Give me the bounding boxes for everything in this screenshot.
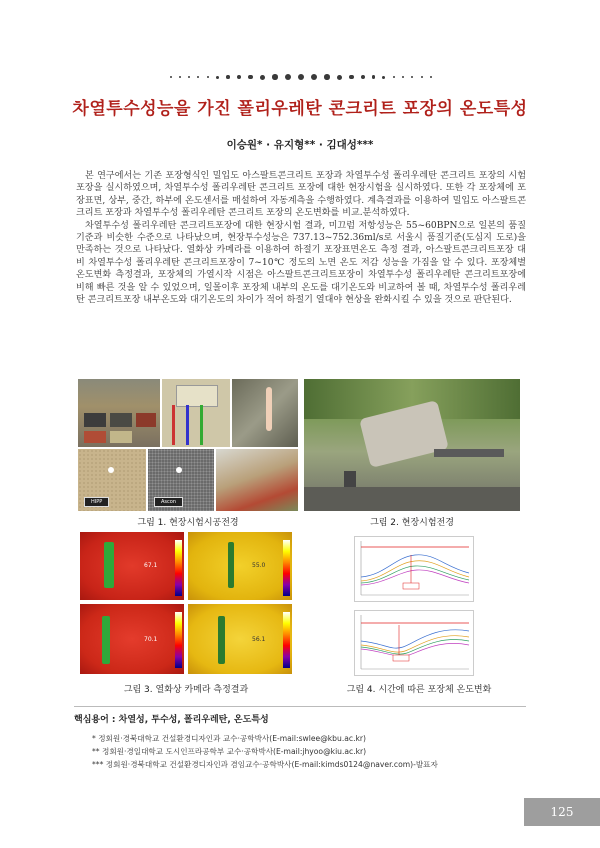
fig3-caption: 그림 3. 열화상 카메라 측정결과 [123, 685, 249, 695]
fig1-label-ascon: Ascon [154, 497, 183, 507]
separator-line [74, 706, 526, 707]
thermal-image-3 [80, 604, 184, 674]
decorative-dot [421, 76, 423, 78]
decorative-dot [411, 76, 413, 78]
decorative-dot [298, 74, 304, 80]
fig1-photo-core-sample [232, 379, 298, 447]
thermal-value-2: 55.0 [252, 562, 266, 569]
author-list: 이승원* · 유지형** · 김대성*** [226, 139, 374, 151]
decorative-dot [311, 74, 317, 80]
abstract-paragraph-1: 본 연구에서는 기존 포장형식인 밀입도 아스팔트콘크리트 포장과 차열투수성 폴리우레탄 콘크리트 포장의 시험포장을 실시하였으며, 차열투수성 폴리우레탄 콘크리트 포장에 대한 현장시험을 실시하였다. 또한 각 포장체에 포장표면, 상부, 중간, 하부에 온도센서를 매설하여 자동계측을 수행하였다. 계측결과를 이용하여 밀입도 아스팔트콘크리트 포장과 차열투수성 폴리우레탄 콘크리트 포장의 온도변화를 비교.분석하였다. [76, 171, 526, 219]
fig1-photo-hipp-surface [78, 449, 146, 511]
decorative-dot [285, 74, 291, 80]
decorative-dot [197, 76, 199, 78]
temperature-graph-2 [354, 610, 474, 676]
decorative-dot [337, 75, 342, 80]
decorative-dot [393, 76, 396, 79]
thermal-image-2 [188, 532, 292, 600]
decorative-dot [272, 74, 278, 80]
decorative-dot [170, 76, 172, 78]
decorative-dot [372, 75, 376, 79]
footnote-1: * 정회원·경북대학교 건설환경디자인과 교수·공학박사(E-mail:swlee@kbu.ac.kr) [92, 734, 366, 743]
decorative-dot [226, 75, 230, 79]
decorative-dot [382, 76, 385, 79]
temperature-graph-1 [354, 536, 474, 602]
decorative-dot [248, 75, 253, 80]
decorative-dot [260, 75, 265, 80]
fig2-caption: 그림 2. 현장시험전경 [370, 518, 454, 528]
page-number: 125 [524, 798, 600, 826]
abstract-paragraph-2: 차열투수성 폴리우레탄 콘크리트포장에 대한 현장시험 결과, 미끄럼 저항성능은 55~60BPN으로 일본의 품질기준과 비슷한 수준으로 나타났으며, 현장투수성능은 737.13~752.36ml/s로 서울시 품질기준(도심지 도로)을 만족하는 것으로 나타났다. 열화상 카메라를 이용하여 하절기 포장표면온도 측정 결과, 아스팔트콘크리트포장 대비 차열투수성 폴리우레탄 콘크리트포장이 7~10℃ 정도의 노면 온도 저감 성능을 가짐을 알 수 있다. 포장체별 온도변화 측정결과, 포장체의 가열시작 시점은 아스팔트콘크리트포장이 차열투수성 폴리우레탄 콘크리트포장에 비해 빠른 것을 알 수 있었으며, 일몰이후 포장체 내부의 온도를 대기온도와 비교하여 볼 때, 차열투수성 폴리우레탄 콘크리트포장 내부온도와 대기온도의 차이가 적어 하절기 열대야 현상을 완화시킬 수 있을 것으로 판단된다. [76, 220, 526, 306]
fig1-photo-sensors [162, 379, 230, 447]
decorative-dot [361, 75, 365, 79]
decorative-dot [324, 74, 330, 80]
fig1-label-hipp: HIPP [84, 497, 109, 507]
fig1-caption: 그림 1. 현장시험시공전경 [137, 518, 239, 528]
paper-title: 차열투수성능을 가진 폴리우레탄 콘크리트 포장의 온도특성 [72, 99, 528, 119]
figure-2-photo [304, 379, 520, 511]
decorative-dot [207, 76, 210, 79]
abstract [76, 170, 526, 306]
decorative-dot-row [170, 72, 432, 82]
decorative-dot [349, 75, 354, 80]
decorative-dot [430, 76, 432, 78]
thermal-value-3: 70.1 [144, 636, 158, 643]
decorative-dot [237, 75, 241, 79]
decorative-dot [402, 76, 404, 78]
thermal-value-1: 67.1 [144, 562, 158, 569]
fig1-photo-blocks [78, 379, 160, 447]
fig1-photo-ascon-surface [148, 449, 214, 511]
footnote-3: *** 정회원·경북대학교 건설환경디자인과 겸임교수·공학박사(E-mail:kimds0124@naver.com)-발표자 [92, 760, 438, 769]
thermal-value-4: 56.1 [252, 636, 266, 643]
fig1-photo-site-overview [216, 449, 298, 511]
thermal-image-4 [188, 604, 292, 674]
thermal-image-1 [80, 532, 184, 600]
keywords: 핵심용어 : 차열성, 투수성, 폴리우레탄, 온도특성 [74, 715, 269, 725]
decorative-dot [216, 76, 219, 79]
decorative-dot [179, 76, 181, 78]
fig4-caption: 그림 4. 시간에 따른 포장체 온도변화 [346, 685, 492, 695]
decorative-dot [188, 76, 190, 78]
footnote-2: ** 정회원·경일대학교 도시인프라공학부 교수·공학박사(E-mail:jhyoo@kiu.ac.kr) [92, 747, 367, 756]
